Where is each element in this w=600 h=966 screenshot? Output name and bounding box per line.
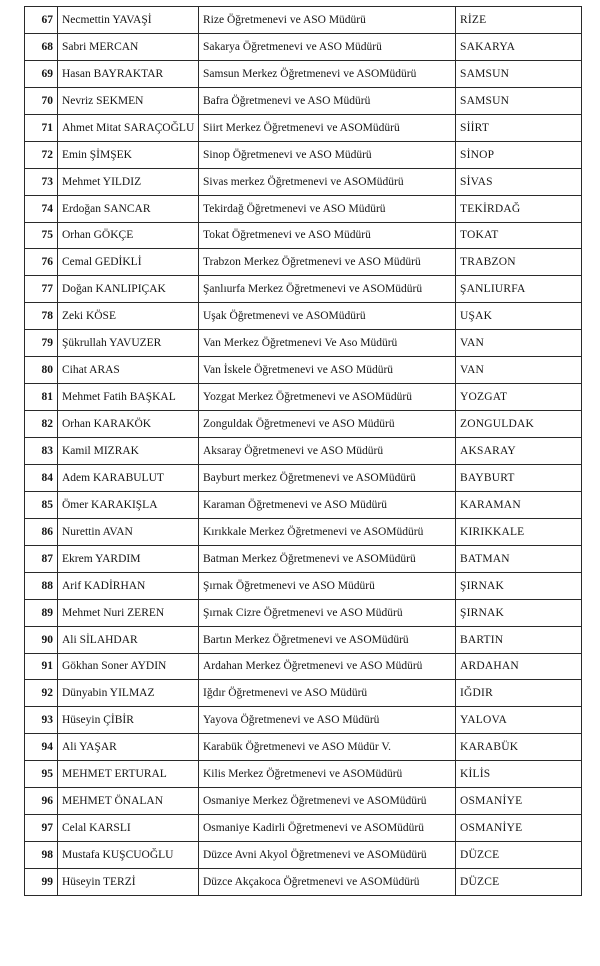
table-row — [25, 303, 582, 330]
row-number-cell: 69 — [25, 60, 58, 87]
institution-cell: Rize Öğretmenevi ve ASO Müdürü — [199, 7, 456, 34]
staff-roster-table — [24, 6, 582, 896]
row-number-cell: 87 — [25, 545, 58, 572]
person-name-cell: MEHMET ÖNALAN — [58, 788, 199, 815]
row-number-cell: 68 — [25, 33, 58, 60]
table-row — [25, 491, 582, 518]
city-cell: KARAMAN — [456, 491, 582, 518]
table-row — [25, 815, 582, 842]
person-name-cell: Gökhan Soner AYDIN — [58, 653, 199, 680]
city-cell: TOKAT — [456, 222, 582, 249]
institution-cell: Iğdır Öğretmenevi ve ASO Müdürü — [199, 680, 456, 707]
table-row — [25, 168, 582, 195]
city-cell: BATMAN — [456, 545, 582, 572]
table-row — [25, 518, 582, 545]
institution-cell: Bartın Merkez Öğretmenevi ve ASOMüdürü — [199, 626, 456, 653]
table-row — [25, 438, 582, 465]
city-cell: KİLİS — [456, 761, 582, 788]
city-cell: KARABÜK — [456, 734, 582, 761]
institution-cell: Kırıkkale Merkez Öğretmenevi ve ASOMüdürü — [199, 518, 456, 545]
row-number-cell: 79 — [25, 330, 58, 357]
table-row — [25, 60, 582, 87]
row-number-cell: 84 — [25, 464, 58, 491]
row-number-cell: 73 — [25, 168, 58, 195]
person-name-cell: Mehmet Nuri ZEREN — [58, 599, 199, 626]
row-number-cell: 80 — [25, 357, 58, 384]
person-name-cell: Hüseyin ÇİBİR — [58, 707, 199, 734]
institution-cell: Uşak Öğretmenevi ve ASOMüdürü — [199, 303, 456, 330]
row-number-cell: 76 — [25, 249, 58, 276]
table-row — [25, 141, 582, 168]
row-number-cell: 89 — [25, 599, 58, 626]
table-row — [25, 734, 582, 761]
person-name-cell: Celal KARSLI — [58, 815, 199, 842]
city-cell: DÜZCE — [456, 869, 582, 896]
roster-table-body — [25, 7, 582, 896]
row-number-cell: 91 — [25, 653, 58, 680]
city-cell: SİİRT — [456, 114, 582, 141]
row-number-cell: 83 — [25, 438, 58, 465]
row-number-cell: 74 — [25, 195, 58, 222]
institution-cell: Sivas merkez Öğretmenevi ve ASOMüdürü — [199, 168, 456, 195]
person-name-cell: Ali YAŞAR — [58, 734, 199, 761]
institution-cell: Düzce Avni Akyol Öğretmenevi ve ASOMüdürü — [199, 842, 456, 869]
city-cell: ŞIRNAK — [456, 599, 582, 626]
person-name-cell: Mehmet Fatih BAŞKAL — [58, 384, 199, 411]
city-cell: TEKİRDAĞ — [456, 195, 582, 222]
row-number-cell: 70 — [25, 87, 58, 114]
city-cell: ZONGULDAK — [456, 411, 582, 438]
city-cell: YOZGAT — [456, 384, 582, 411]
person-name-cell: Arif KADİRHAN — [58, 572, 199, 599]
person-name-cell: Mehmet YILDIZ — [58, 168, 199, 195]
institution-cell: Osmaniye Kadirli Öğretmenevi ve ASOMüdürü — [199, 815, 456, 842]
city-cell: ŞANLIURFA — [456, 276, 582, 303]
table-row — [25, 572, 582, 599]
person-name-cell: Ali SİLAHDAR — [58, 626, 199, 653]
table-row — [25, 707, 582, 734]
person-name-cell: Cemal GEDİKLİ — [58, 249, 199, 276]
city-cell: OSMANİYE — [456, 788, 582, 815]
row-number-cell: 71 — [25, 114, 58, 141]
row-number-cell: 86 — [25, 518, 58, 545]
person-name-cell: Orhan GÖKÇE — [58, 222, 199, 249]
person-name-cell: Hüseyin TERZİ — [58, 869, 199, 896]
institution-cell: Trabzon Merkez Öğretmenevi ve ASO Müdürü — [199, 249, 456, 276]
table-row — [25, 7, 582, 34]
city-cell: OSMANİYE — [456, 815, 582, 842]
table-row — [25, 276, 582, 303]
city-cell: VAN — [456, 357, 582, 384]
row-number-cell: 90 — [25, 626, 58, 653]
row-number-cell: 78 — [25, 303, 58, 330]
person-name-cell: Sabri MERCAN — [58, 33, 199, 60]
institution-cell: Şırnak Öğretmenevi ve ASO Müdürü — [199, 572, 456, 599]
table-row — [25, 114, 582, 141]
person-name-cell: Necmettin YAVAŞİ — [58, 7, 199, 34]
institution-cell: Samsun Merkez Öğretmenevi ve ASOMüdürü — [199, 60, 456, 87]
table-row — [25, 869, 582, 896]
table-row — [25, 545, 582, 572]
institution-cell: Aksaray Öğretmenevi ve ASO Müdürü — [199, 438, 456, 465]
institution-cell: Kilis Merkez Öğretmenevi ve ASOMüdürü — [199, 761, 456, 788]
table-row — [25, 842, 582, 869]
city-cell: SAMSUN — [456, 87, 582, 114]
table-row — [25, 195, 582, 222]
city-cell: SAMSUN — [456, 60, 582, 87]
row-number-cell: 98 — [25, 842, 58, 869]
city-cell: RİZE — [456, 7, 582, 34]
institution-cell: Bayburt merkez Öğretmenevi ve ASOMüdürü — [199, 464, 456, 491]
table-row — [25, 761, 582, 788]
person-name-cell: Kamil MIZRAK — [58, 438, 199, 465]
person-name-cell: Zeki KÖSE — [58, 303, 199, 330]
table-row — [25, 330, 582, 357]
person-name-cell: Şükrullah YAVUZER — [58, 330, 199, 357]
row-number-cell: 99 — [25, 869, 58, 896]
row-number-cell: 95 — [25, 761, 58, 788]
person-name-cell: Hasan BAYRAKTAR — [58, 60, 199, 87]
city-cell: SİNOP — [456, 141, 582, 168]
table-row — [25, 357, 582, 384]
institution-cell: Şırnak Cizre Öğretmenevi ve ASO Müdürü — [199, 599, 456, 626]
person-name-cell: Dünyabin YILMAZ — [58, 680, 199, 707]
row-number-cell: 85 — [25, 491, 58, 518]
table-row — [25, 788, 582, 815]
city-cell: TRABZON — [456, 249, 582, 276]
person-name-cell: Ekrem YARDIM — [58, 545, 199, 572]
table-row — [25, 599, 582, 626]
table-row — [25, 653, 582, 680]
city-cell: ŞIRNAK — [456, 572, 582, 599]
institution-cell: Yozgat Merkez Öğretmenevi ve ASOMüdürü — [199, 384, 456, 411]
table-row — [25, 222, 582, 249]
table-row — [25, 249, 582, 276]
table-row — [25, 464, 582, 491]
institution-cell: Tokat Öğretmenevi ve ASO Müdürü — [199, 222, 456, 249]
city-cell: IĞDIR — [456, 680, 582, 707]
row-number-cell: 93 — [25, 707, 58, 734]
institution-cell: Sakarya Öğretmenevi ve ASO Müdürü — [199, 33, 456, 60]
row-number-cell: 77 — [25, 276, 58, 303]
table-row — [25, 626, 582, 653]
institution-cell: Ardahan Merkez Öğretmenevi ve ASO Müdürü — [199, 653, 456, 680]
row-number-cell: 72 — [25, 141, 58, 168]
person-name-cell: Erdoğan SANCAR — [58, 195, 199, 222]
person-name-cell: Orhan KARAKÖK — [58, 411, 199, 438]
institution-cell: Van İskele Öğretmenevi ve ASO Müdürü — [199, 357, 456, 384]
person-name-cell: Doğan KANLIPIÇAK — [58, 276, 199, 303]
institution-cell: Van Merkez Öğretmenevi Ve Aso Müdürü — [199, 330, 456, 357]
person-name-cell: Mustafa KUŞCUOĞLU — [58, 842, 199, 869]
row-number-cell: 97 — [25, 815, 58, 842]
table-row — [25, 680, 582, 707]
row-number-cell: 88 — [25, 572, 58, 599]
row-number-cell: 67 — [25, 7, 58, 34]
institution-cell: Karabük Öğretmenevi ve ASO Müdür V. — [199, 734, 456, 761]
row-number-cell: 94 — [25, 734, 58, 761]
institution-cell: Şanlıurfa Merkez Öğretmenevi ve ASOMüdürü — [199, 276, 456, 303]
table-row — [25, 384, 582, 411]
institution-cell: Tekirdağ Öğretmenevi ve ASO Müdürü — [199, 195, 456, 222]
city-cell: VAN — [456, 330, 582, 357]
city-cell: SAKARYA — [456, 33, 582, 60]
row-number-cell: 92 — [25, 680, 58, 707]
city-cell: UŞAK — [456, 303, 582, 330]
institution-cell: Düzce Akçakoca Öğretmenevi ve ASOMüdürü — [199, 869, 456, 896]
city-cell: BAYBURT — [456, 464, 582, 491]
city-cell: DÜZCE — [456, 842, 582, 869]
person-name-cell: Emin ŞİMŞEK — [58, 141, 199, 168]
row-number-cell: 96 — [25, 788, 58, 815]
person-name-cell: Adem KARABULUT — [58, 464, 199, 491]
person-name-cell: Ömer KARAKIŞLA — [58, 491, 199, 518]
person-name-cell: MEHMET ERTURAL — [58, 761, 199, 788]
institution-cell: Bafra Öğretmenevi ve ASO Müdürü — [199, 87, 456, 114]
institution-cell: Karaman Öğretmenevi ve ASO Müdürü — [199, 491, 456, 518]
row-number-cell: 82 — [25, 411, 58, 438]
person-name-cell: Nevriz SEKMEN — [58, 87, 199, 114]
institution-cell: Zonguldak Öğretmenevi ve ASO Müdürü — [199, 411, 456, 438]
table-row — [25, 87, 582, 114]
city-cell: ARDAHAN — [456, 653, 582, 680]
table-row — [25, 411, 582, 438]
institution-cell: Sinop Öğretmenevi ve ASO Müdürü — [199, 141, 456, 168]
city-cell: AKSARAY — [456, 438, 582, 465]
city-cell: BARTIN — [456, 626, 582, 653]
row-number-cell: 75 — [25, 222, 58, 249]
institution-cell: Osmaniye Merkez Öğretmenevi ve ASOMüdürü — [199, 788, 456, 815]
institution-cell: Yayova Öğretmenevi ve ASO Müdürü — [199, 707, 456, 734]
institution-cell: Siirt Merkez Öğretmenevi ve ASOMüdürü — [199, 114, 456, 141]
city-cell: YALOVA — [456, 707, 582, 734]
city-cell: KIRIKKALE — [456, 518, 582, 545]
person-name-cell: Cihat ARAS — [58, 357, 199, 384]
person-name-cell: Nurettin AVAN — [58, 518, 199, 545]
person-name-cell: Ahmet Mitat SARAÇOĞLU — [58, 114, 199, 141]
row-number-cell: 81 — [25, 384, 58, 411]
institution-cell: Batman Merkez Öğretmenevi ve ASOMüdürü — [199, 545, 456, 572]
table-row — [25, 33, 582, 60]
city-cell: SİVAS — [456, 168, 582, 195]
